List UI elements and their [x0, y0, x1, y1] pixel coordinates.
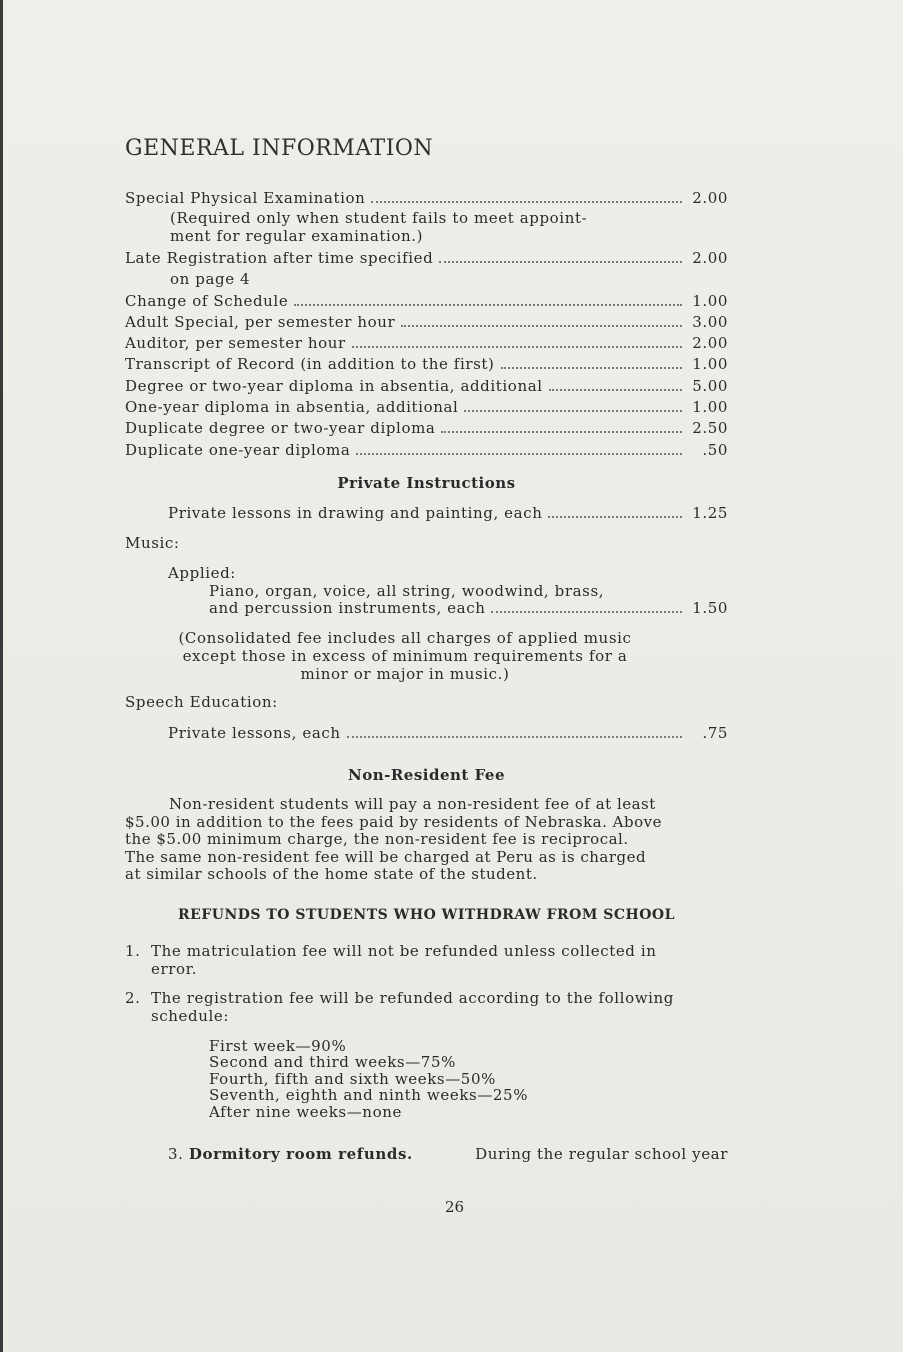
speech-label: Speech Education: [125, 693, 278, 711]
leader-dots [501, 367, 682, 369]
fee-label: Duplicate degree or two-year diploma [125, 419, 436, 438]
note-line: except those in excess of minimum requirements for a [182, 647, 628, 665]
fee-row [125, 440, 728, 461]
fee-row [125, 376, 728, 397]
fee-row [125, 333, 728, 354]
fee-row [125, 418, 728, 439]
para-line: the $5.00 minimum charge, the non-resident fee is reciprocal. [125, 830, 629, 848]
fee-label: One-year diploma in absentia, additional [125, 398, 459, 417]
schedule-line: Second and third weeks—75% [209, 1053, 456, 1072]
fee-amount: 1.00 [692, 291, 728, 310]
fee-amount: 1.00 [692, 355, 728, 374]
fee-amount: 5.00 [692, 376, 728, 395]
fee-amount: 2.00 [692, 249, 728, 268]
fee-amount: 2.00 [692, 334, 728, 353]
fee-label: Private lessons, each [168, 724, 341, 742]
fee-label: Duplicate one-year diploma [125, 440, 351, 459]
fee-list [125, 188, 728, 461]
fee-amount: 1.50 [692, 599, 728, 617]
fee-label: Adult Special, per semester hour [125, 312, 396, 331]
fee-row [125, 312, 728, 333]
item-number: 2. [125, 989, 141, 1007]
music-label: Music: [125, 534, 180, 552]
leader-dots [464, 410, 682, 412]
para-line: at similar schools of the home state of the student. [125, 865, 538, 883]
fee-label: Late Registration after time specified [125, 249, 434, 268]
fee-label: and percussion instruments, each [209, 599, 486, 617]
fee-note: on page 4 [170, 269, 251, 288]
note-line: (Consolidated fee includes all charges of applied music [178, 629, 632, 647]
fee-note: (Required only when student fails to meet appoint- [170, 209, 588, 228]
refunds-title: REFUNDS TO STUDENTS WHO WITHDRAW FROM SCHOOL [178, 907, 675, 923]
fee-label: Degree or two-year diploma in absentia, additional [125, 376, 543, 395]
nonresident-paragraph [125, 796, 728, 884]
fee-label: Auditor, per semester hour [125, 334, 346, 353]
refund-item-1 [125, 943, 728, 978]
applied-line: Piano, organ, voice, all string, woodwind, brass, [209, 582, 605, 600]
leader-dots [441, 431, 682, 433]
item-line: schedule: [151, 1006, 230, 1025]
fee-label: Private lessons in drawing and painting, each [168, 504, 543, 522]
fee-row [125, 291, 728, 312]
fee-amount: 1.00 [692, 398, 728, 417]
applied-label: Applied: [168, 564, 236, 582]
private-instructions-title: Private Instructions [337, 474, 516, 492]
leader-dots [347, 736, 682, 738]
fee-amount: .75 [702, 724, 728, 742]
leader-dots [439, 261, 682, 263]
item-number: 1. [125, 942, 141, 960]
page-number: 26 [444, 1198, 465, 1216]
schedule-line: First week—90% [209, 1037, 347, 1055]
applied-fee-row [209, 598, 728, 619]
drawing-fee-row [168, 503, 728, 524]
consolidated-note [145, 629, 665, 683]
fee-row [125, 248, 728, 269]
schedule-line: Fourth, fifth and sixth weeks—50% [209, 1069, 496, 1088]
para-line: Non-resident students will pay a non-resident fee of at least [169, 795, 656, 813]
leader-dots [371, 201, 682, 203]
fee-label: Change of Schedule [125, 291, 289, 310]
para-line: The same non-resident fee will be charged at Peru as is charged [125, 847, 647, 866]
note-line: minor or major in music.) [300, 665, 510, 683]
fee-amount: 2.00 [692, 189, 728, 207]
fee-amount: 1.25 [692, 504, 728, 522]
refund-schedule [209, 1038, 528, 1120]
leader-dots [401, 325, 682, 327]
item-line: During the regular school year [475, 1145, 728, 1163]
fee-row [125, 188, 728, 209]
item-line: The matriculation fee will not be refunded unless collected in [151, 942, 657, 960]
fee-row [125, 397, 728, 418]
item-number: 3. [168, 1145, 184, 1163]
fee-note: ment for regular examination.) [170, 227, 424, 246]
leader-dots [294, 304, 682, 306]
fee-amount: .50 [702, 440, 728, 459]
para-line: $5.00 in addition to the fees paid by residents of Nebraska. Above [125, 812, 662, 831]
fee-amount: 2.50 [692, 419, 728, 438]
item-line: The registration fee will be refunded according to the following [151, 989, 675, 1007]
leader-dots [356, 453, 682, 455]
refund-item-2 [125, 990, 728, 1025]
leader-dots [548, 516, 682, 518]
leader-dots [549, 389, 682, 391]
item-bold-heading: Dormitory room refunds. [188, 1145, 413, 1163]
leader-dots [491, 611, 682, 613]
fee-row [125, 354, 728, 375]
fee-label: Transcript of Record (in addition to the first) [125, 355, 495, 374]
page-heading: GENERAL INFORMATION [125, 136, 434, 161]
refund-item-3 [168, 1145, 728, 1163]
item-line: error. [151, 959, 198, 978]
leader-dots [352, 346, 682, 348]
speech-fee-row [168, 723, 728, 744]
fee-amount: 3.00 [692, 312, 728, 331]
schedule-line: Seventh, eighth and ninth weeks—25% [209, 1086, 529, 1105]
fee-label: Special Physical Examination [125, 189, 366, 207]
schedule-line: After nine weeks—none [209, 1102, 402, 1121]
nonresident-title: Non-Resident Fee [347, 766, 505, 784]
